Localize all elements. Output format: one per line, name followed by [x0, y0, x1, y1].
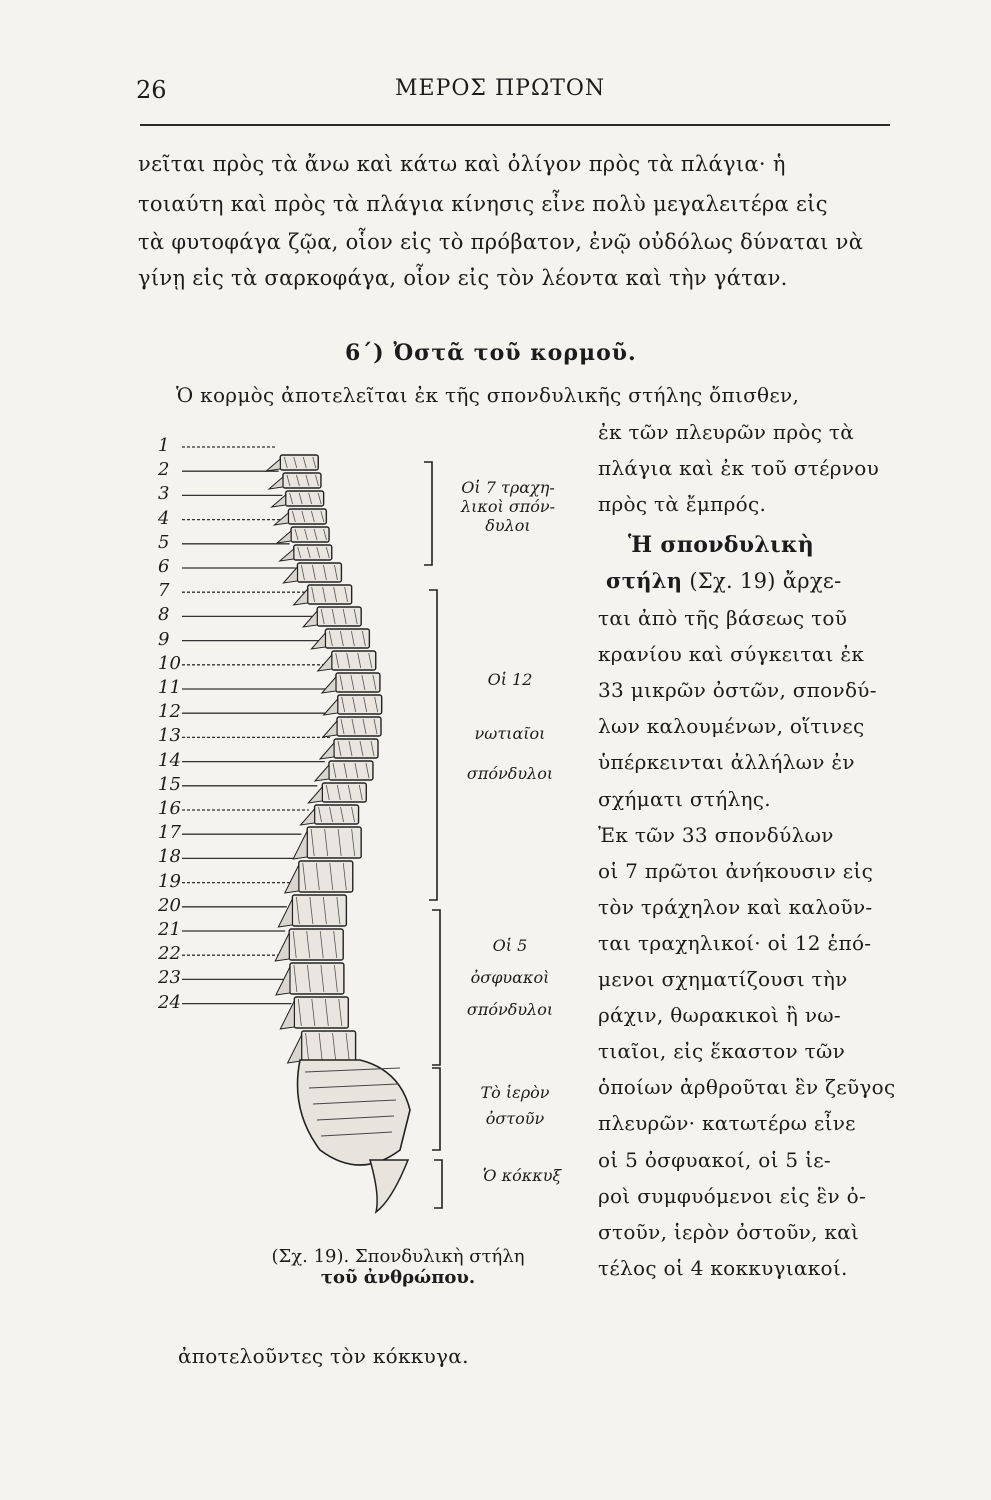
intro-line: γίνῃ εἰς τὰ σαρκοφάγα, οἷον εἰς τὸν λέοντα καὶ τὴν γάταν. — [138, 266, 788, 290]
spinous-process — [301, 809, 315, 825]
right-column-line: τέλος οἱ 4 κοκκυγιακοί. — [598, 1255, 848, 1280]
vertebra-number: 8 — [158, 604, 170, 626]
label-line: σπόνδυλοι — [466, 1000, 554, 1019]
subheading-line: Ἡ σπονδυλικὴ — [628, 532, 815, 558]
vertebra-number: 24 — [158, 991, 181, 1013]
label-line: Οἱ 5 — [492, 936, 528, 955]
right-column-line: ὁποίων ἀρθροῦται ἓν ζεῦγος — [598, 1075, 896, 1100]
spinous-process — [277, 531, 291, 543]
vertebra-number: 18 — [158, 846, 181, 868]
label-line: σπόνδυλοι — [466, 764, 554, 783]
right-column-line: τὸν τράχηλον καὶ καλοῦν- — [598, 894, 873, 919]
intro-line: νεῖται πρὸς τὰ ἄνω καὶ κάτω καὶ ὀλίγον πρὸς τὰ πλάγια· ἡ — [138, 152, 786, 176]
right-column-line: κρανίου καὶ σύγκειται ἐκ — [598, 642, 865, 667]
figure-caption — [218, 1246, 578, 1288]
right-column-line: οἱ 5 ὀσφυακοί, οἱ 5 ἱε- — [598, 1147, 831, 1172]
right-column-line: οἱ 7 πρῶτοι ἀνήκουσιν εἰς — [598, 858, 874, 883]
vertebra-number: 15 — [158, 773, 181, 795]
spinous-process — [278, 899, 292, 927]
section-title: 6΄) Ὀστᾶ τοῦ κορμοῦ. — [345, 340, 637, 366]
spinous-process — [318, 655, 332, 671]
right-column-line: πλευρῶν· κατωτέρω εἶνε — [598, 1111, 856, 1136]
label-cervical — [448, 478, 568, 535]
spinous-process — [276, 967, 290, 995]
vertebra-number: 4 — [158, 507, 170, 529]
vertebra-number: 11 — [158, 677, 181, 698]
closing-line: ἀποτελοῦντες τὸν κόκκυγα. — [178, 1344, 469, 1368]
paragraph-first-line: Ὁ κορμὸς ἀποτελεῖται ἐκ τῆς σπονδυλικῆς στήλης ὄπισθεν, — [176, 383, 800, 407]
spinous-process — [266, 459, 280, 471]
vertebra-number: 10 — [158, 652, 181, 674]
right-column-line: ροὶ συμφυόμενοι εἰς ἓν ὀ- — [598, 1183, 867, 1208]
vertebra-number: 23 — [158, 967, 181, 989]
spinous-process — [315, 765, 329, 781]
right-column-line: στοῦν, ἱερὸν ὀστοῦν, καὶ — [598, 1219, 860, 1244]
spinous-process — [324, 699, 338, 715]
label-thoracic — [455, 660, 565, 794]
vertebra-number: 7 — [158, 580, 170, 602]
right-column-line: Ἐκ τῶν 33 σπονδύλων — [598, 822, 834, 847]
right-column-line: μενοι σχηματίζουσι τὴν — [598, 967, 848, 991]
spinous-process — [323, 721, 337, 737]
intro-line: τοιαύτη καὶ πρὸς τὰ πλάγια κίνησις εἶνε πολὺ μεγαλειτέρα εἰς — [138, 192, 828, 216]
spinous-process — [280, 549, 294, 561]
label-sacrum — [460, 1080, 570, 1132]
label-line: Οἱ 12 — [487, 670, 533, 689]
label-line: ὀσφυακοὶ — [470, 968, 550, 987]
coccyx-bracket — [434, 1160, 442, 1208]
running-title: ΜΕΡΟΣ ΠΡΩΤΟΝ — [395, 76, 606, 101]
vertebra-number: 12 — [158, 701, 181, 723]
vertebra-number: 20 — [158, 894, 181, 916]
spinous-process — [293, 831, 307, 859]
label-line: δυλοι — [485, 516, 531, 535]
thoracic-bracket — [429, 590, 437, 900]
right-column-line: ται ἀπὸ τῆς βάσεως τοῦ — [598, 606, 848, 630]
spinous-process — [288, 1035, 302, 1063]
vertebra-number: 1 — [158, 435, 170, 456]
vertebra-number: 19 — [158, 870, 181, 892]
label-line: λικοὶ σπόν- — [460, 497, 556, 516]
right-column-line: πλάγια καὶ ἐκ τοῦ στέρνου — [598, 456, 880, 480]
spinous-process — [294, 589, 308, 605]
coccyx-bone — [370, 1160, 408, 1212]
spinous-process — [322, 677, 336, 693]
spinous-process — [285, 865, 299, 893]
right-column-line: 33 μικρῶν ὀστῶν, σπονδύ- — [598, 678, 877, 703]
right-column-line: ἐκ τῶν πλευρῶν πρὸς τὰ — [598, 420, 855, 444]
intro-line: τὰ φυτοφάγα ζῷα, οἷον εἰς τὸ πρόβατον, ἐνῷ οὐδόλως δύναται νὰ — [138, 230, 864, 254]
sacrum-bracket — [432, 1068, 440, 1150]
vertebra-number: 13 — [158, 725, 181, 747]
right-column-line: λων καλουμένων, οἵτινες — [598, 714, 865, 739]
vertebra-number: 2 — [158, 459, 170, 481]
spinous-process — [280, 1001, 294, 1029]
spinous-process — [274, 513, 288, 525]
subheading-rest: (Σχ. 19) ἄρχε- — [689, 569, 842, 593]
right-column-line: ὑπέρκεινται ἀλλήλων ἐν — [598, 750, 855, 775]
label-coccyx: Ὁ κόκκυξ — [482, 1166, 562, 1185]
vertebra-number: 17 — [158, 822, 181, 844]
lumbar-bracket — [432, 910, 440, 1065]
vertebra-number: 9 — [158, 628, 170, 650]
spinous-process — [320, 743, 334, 759]
spinous-process — [308, 787, 322, 803]
vertebra-number: 6 — [158, 556, 170, 577]
vertebra-number: 14 — [158, 749, 181, 771]
right-column-line: ράχιν, θωρακικοὶ ἢ νω- — [598, 1003, 841, 1028]
spinous-process — [283, 567, 297, 583]
subheading-bold: στήλη — [606, 568, 683, 593]
page-number: 26 — [136, 76, 167, 104]
label-line: Τὸ ἱερὸν — [480, 1083, 550, 1102]
vertebra-number: 22 — [158, 943, 181, 965]
label-line: νωτιαῖοι — [474, 724, 546, 743]
spinous-process — [275, 933, 289, 961]
caption-line: (Σχ. 19). Σπονδυλικὴ στήλη — [271, 1246, 525, 1267]
right-column-line: πρὸς τὰ ἔμπρός. — [598, 492, 767, 516]
vertebra-number: 3 — [158, 483, 170, 505]
spinous-process — [272, 495, 286, 507]
right-column-line: ται τραχηλικοί· οἱ 12 ἑπό- — [598, 930, 872, 955]
right-column-line: τιαῖοι, εἰς ἕκαστον τῶν — [598, 1039, 846, 1064]
vertebra-number: 16 — [158, 798, 181, 819]
caption-line: τοῦ ἀνθρώπου. — [320, 1267, 476, 1288]
spinous-process — [269, 477, 283, 489]
vertebra-number: 5 — [158, 531, 170, 553]
label-line: Οἱ 7 τραχη- — [461, 478, 555, 497]
label-lumbar — [455, 930, 565, 1026]
spinous-process — [303, 611, 317, 627]
cervical-bracket — [424, 462, 432, 565]
vertebra-number: 21 — [158, 919, 181, 940]
label-line: ὀστοῦν — [485, 1109, 545, 1128]
sacrum-bone — [298, 1060, 411, 1165]
right-column-line: σχήματι στήλης. — [598, 786, 771, 811]
